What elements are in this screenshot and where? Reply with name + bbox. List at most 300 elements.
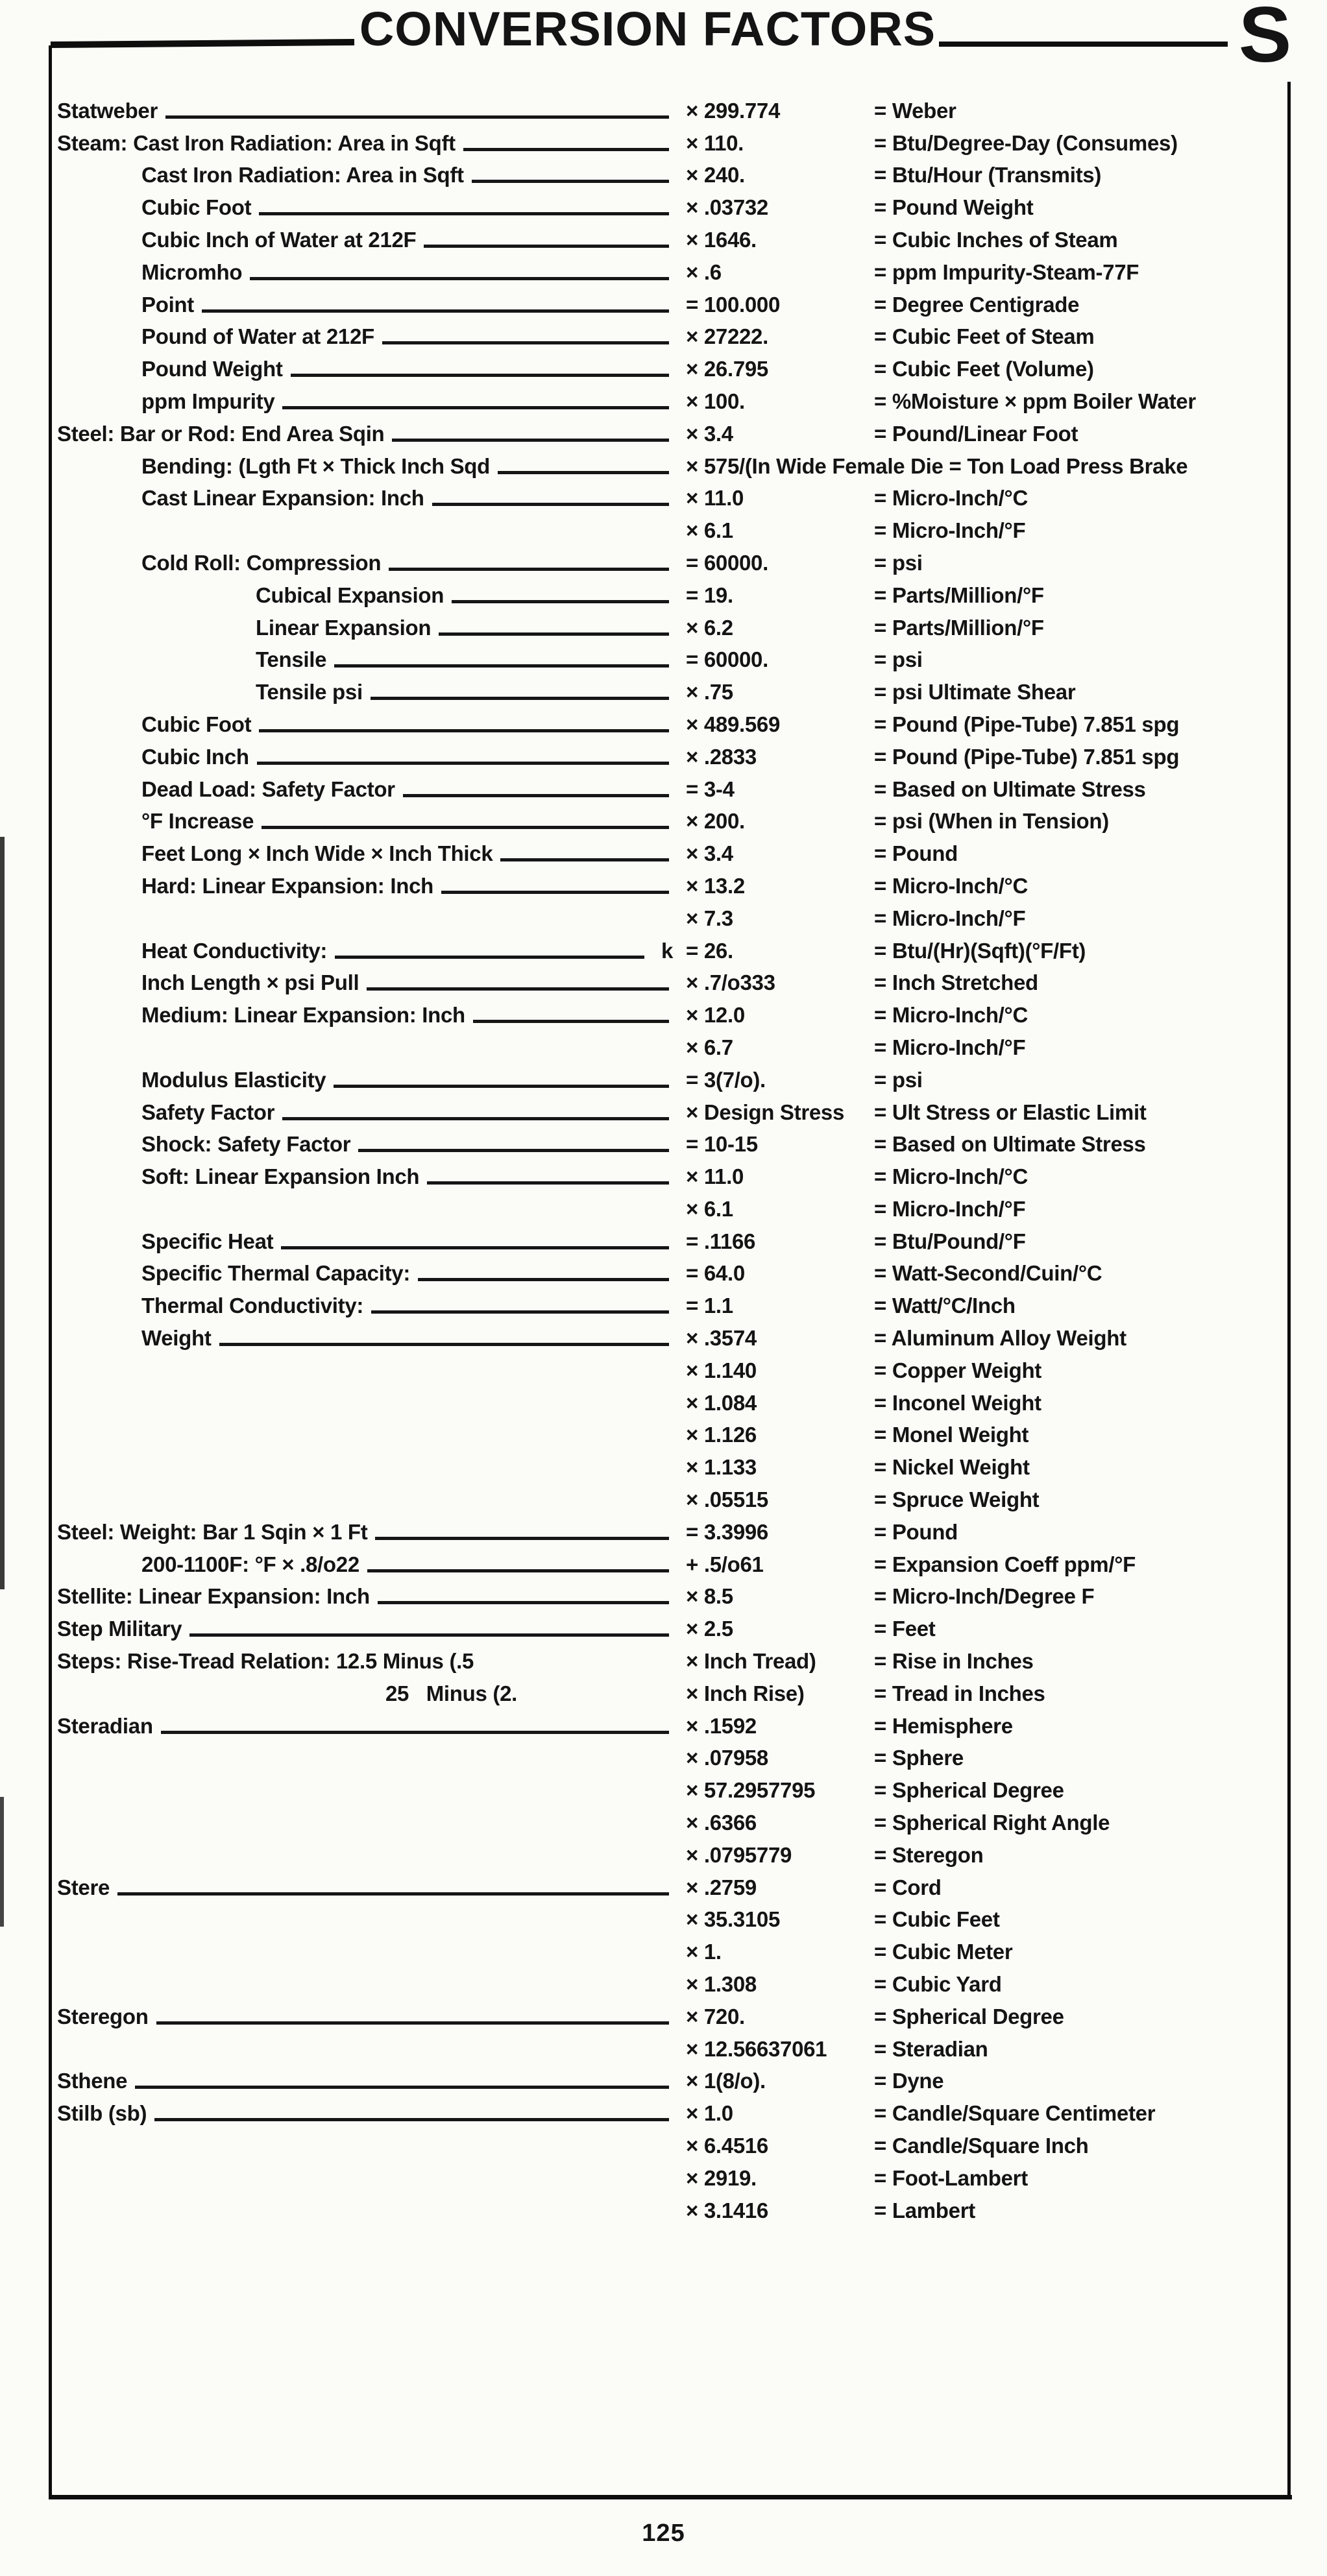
table-row — [57, 1772, 1287, 1804]
row-operator: × 11.0 — [686, 486, 744, 511]
section-letter: S — [1238, 0, 1292, 78]
row-operator: = 60000. — [686, 550, 768, 575]
table-row — [57, 1804, 1287, 1836]
table-row — [57, 1546, 1287, 1578]
row-leader — [418, 1278, 669, 1281]
row-operator: × 1.133 — [686, 1455, 757, 1480]
row-operator: × .05515 — [686, 1487, 768, 1512]
row-label: Pound of Water at 212F — [141, 324, 374, 349]
scan-edge-artifact — [0, 837, 5, 1589]
row-operator: = 26. — [686, 938, 733, 963]
row-operator: = .1166 — [686, 1229, 756, 1253]
table-row — [57, 221, 1287, 254]
row-label-cell — [57, 1228, 686, 1255]
table-row — [57, 1707, 1287, 1740]
row-operator: × 7.3 — [686, 906, 733, 930]
table-row — [57, 1417, 1287, 1449]
row-result: = Feet — [874, 1617, 936, 1641]
table-row — [57, 706, 1287, 738]
row-label: Tensile psi — [256, 680, 363, 704]
page-number: 125 — [642, 2520, 685, 2547]
table-row — [57, 1643, 1287, 1675]
row-leader — [281, 1246, 669, 1249]
row-leader — [202, 309, 669, 313]
row-result: = psi — [874, 647, 923, 672]
table-row — [57, 383, 1287, 415]
row-label: Micromho — [141, 259, 243, 284]
row-label-cell — [57, 420, 686, 448]
row-label: Steps: Rise-Tread Relation: 12.5 Minus (.5 — [57, 1649, 474, 1674]
table-row — [57, 1901, 1287, 1934]
table-row — [57, 1384, 1287, 1417]
row-result: = Spruce Weight — [874, 1487, 1040, 1512]
row-leader — [358, 1149, 669, 1152]
row-result: = Watt-Second/Cuin/°C — [874, 1261, 1102, 1286]
row-label-cell — [57, 1519, 686, 1546]
row-result: = Cubic Meter — [874, 1940, 1013, 1964]
row-result: = Tread in Inches — [874, 1681, 1045, 1705]
row-label-cell — [57, 873, 686, 900]
row-leader — [424, 245, 669, 248]
table-row — [57, 1223, 1287, 1255]
row-leader — [334, 664, 669, 668]
table-row — [57, 350, 1287, 383]
table-row — [57, 2160, 1287, 2192]
table-row — [57, 1190, 1287, 1223]
row-result: = Parts/Million/°F — [874, 583, 1044, 607]
row-label-cell — [57, 2067, 686, 2095]
row-result: = Pound (Pipe-Tube) 7.851 spg — [874, 712, 1180, 736]
table-row — [57, 900, 1287, 932]
row-operator: × .7/o333 — [686, 970, 775, 995]
row-result: = Micro-Inch/°C — [874, 873, 1028, 898]
table-row — [57, 1610, 1287, 1643]
row-label-cell — [57, 1325, 686, 1352]
table-row — [57, 415, 1287, 448]
row-operator: × 6.1 — [686, 1196, 733, 1221]
row-operator: × 6.2 — [686, 615, 733, 640]
table-row — [57, 738, 1287, 771]
row-label: Shock: Safety Factor — [141, 1132, 351, 1157]
row-leader — [259, 729, 669, 732]
row-operator: × .2759 — [686, 1875, 757, 1899]
row-label-cell — [57, 355, 686, 383]
row-operator: × 6.7 — [686, 1035, 733, 1059]
row-operator: × 12.0 — [686, 1003, 745, 1028]
row-operator: × 110. — [686, 130, 744, 155]
row-leader — [392, 439, 669, 442]
table-row — [57, 2192, 1287, 2224]
table-row — [57, 319, 1287, 351]
row-label-cell — [57, 808, 686, 835]
row-result: = ppm Impurity-Steam-77F — [874, 259, 1139, 284]
row-operator: × 13.2 — [686, 873, 745, 898]
table-row — [57, 1449, 1287, 1481]
row-label-cell — [57, 226, 686, 254]
row-label-cell — [57, 162, 686, 189]
row-label-cell — [57, 485, 686, 512]
row-label-cell — [57, 614, 686, 642]
row-label-cell — [57, 2100, 686, 2127]
row-label: Stellite: Linear Expansion: Inch — [57, 1584, 370, 1609]
row-label: Dead Load: Safety Factor — [141, 776, 395, 801]
table-row — [57, 1061, 1287, 1094]
row-label: Thermal Conductivity: — [141, 1294, 364, 1318]
row-operator: × 299.774 — [686, 98, 781, 123]
row-operator: × 3.4 — [686, 421, 733, 446]
row-result: = Based on Ultimate Stress — [874, 776, 1146, 801]
row-label: Specific Heat — [141, 1229, 274, 1253]
row-result: = Pound — [874, 1519, 958, 1544]
table-row — [57, 125, 1287, 157]
table-row — [57, 254, 1287, 286]
row-leader — [441, 891, 669, 894]
row-label-cell — [57, 1615, 686, 1643]
row-leader — [165, 115, 669, 119]
row-label-cell — [57, 291, 686, 319]
content-box-right-border — [1287, 82, 1291, 2495]
table-row — [57, 1029, 1287, 1061]
row-leader — [117, 1892, 669, 1896]
row-label-cell — [57, 1648, 686, 1675]
table-row — [57, 932, 1287, 965]
row-operator: = 100.000 — [686, 292, 781, 317]
row-label-cell — [57, 1131, 686, 1158]
row-label: Stere — [57, 1875, 110, 1899]
row-leader — [367, 987, 669, 991]
row-leader — [161, 1731, 669, 1734]
row-label-cell — [57, 646, 686, 673]
row-operator: × 575/(In Wide Female Die = Ton Load Press Brake — [686, 453, 1188, 478]
row-label-cell — [57, 969, 686, 996]
row-result: = Steradian — [874, 2036, 988, 2061]
row-label-cell — [57, 1066, 686, 1094]
row-operator: × Design Stress — [686, 1100, 845, 1124]
row-label: Hard: Linear Expansion: Inch — [141, 873, 434, 898]
row-result: = Hemisphere — [874, 1713, 1013, 1738]
table-row — [57, 673, 1287, 706]
row-leader — [334, 1085, 669, 1088]
table-row — [57, 544, 1287, 577]
row-leader — [498, 471, 669, 474]
row-result: = Spherical Degree — [874, 2004, 1064, 2028]
table-row — [57, 1319, 1287, 1352]
row-label-cell — [57, 1583, 686, 1610]
row-label: Soft: Linear Expansion Inch — [141, 1164, 420, 1189]
row-label: Medium: Linear Expansion: Inch — [141, 1003, 465, 1028]
row-label-cell — [57, 1260, 686, 1287]
row-label-cell — [57, 776, 686, 803]
row-result: = Micro-Inch/Degree F — [874, 1584, 1095, 1609]
row-operator: × 1.140 — [686, 1358, 757, 1382]
scan-edge-artifact — [0, 1797, 4, 1927]
table-row — [57, 286, 1287, 319]
row-leader — [382, 341, 669, 344]
table-row — [57, 157, 1287, 189]
row-leader — [282, 406, 669, 409]
row-result: = Pound Weight — [874, 195, 1034, 220]
row-operator: × 1.084 — [686, 1390, 757, 1415]
table-row — [57, 1513, 1287, 1546]
row-operator: = 3.3996 — [686, 1519, 768, 1544]
row-label: Heat Conductivity: — [141, 938, 328, 963]
row-leader — [472, 180, 669, 183]
row-label-cell — [57, 130, 686, 157]
row-result: = Based on Ultimate Stress — [874, 1132, 1146, 1157]
table-row — [57, 965, 1287, 997]
row-result: = Micro-Inch/°C — [874, 486, 1028, 511]
row-result: = Dyne — [874, 2069, 944, 2093]
row-operator: × 6.1 — [686, 518, 733, 543]
table-row — [57, 2063, 1287, 2095]
row-leader — [367, 1569, 669, 1572]
table-row — [57, 803, 1287, 836]
row-operator: × 35.3105 — [686, 1907, 781, 1932]
row-leader — [389, 568, 669, 571]
row-result: = Aluminum Alloy Weight — [874, 1326, 1126, 1351]
row-label-cell — [57, 582, 686, 609]
row-result: = Micro-Inch/°F — [874, 1035, 1026, 1059]
row-label: Tensile — [256, 647, 327, 672]
row-label: Cubical Expansion — [256, 583, 444, 607]
row-label: Stilb (sb) — [57, 2101, 147, 2126]
row-operator: × 240. — [686, 163, 745, 187]
row-operator: × 1646. — [686, 227, 757, 252]
row-result: = Expansion Coeff ppm/°F — [874, 1552, 1136, 1576]
row-label-cell — [57, 743, 686, 771]
table-row — [57, 1675, 1287, 1707]
row-label-cell — [57, 453, 686, 480]
row-result: = Watt/°C/Inch — [874, 1294, 1016, 1318]
row-label: Point — [141, 292, 194, 317]
table-row — [57, 1869, 1287, 1901]
row-result: = %Moisture × ppm Boiler Water — [874, 389, 1196, 413]
row-result: = Spherical Degree — [874, 1778, 1064, 1803]
row-result: = Pound — [874, 841, 958, 866]
row-label: ppm Impurity — [141, 389, 275, 413]
table-row — [57, 1933, 1287, 1966]
row-label-cell — [57, 1713, 686, 1740]
row-label-cell — [57, 97, 686, 125]
row-leader — [135, 2086, 669, 2089]
row-label: Steregon — [57, 2004, 149, 2028]
row-label: Statweber — [57, 98, 158, 123]
table-row — [57, 609, 1287, 642]
table-row — [57, 2030, 1287, 2063]
row-result: = Btu/Hour (Transmits) — [874, 163, 1102, 187]
row-leader — [259, 212, 669, 215]
row-operator: × 1.0 — [686, 2101, 733, 2126]
row-result: = Micro-Inch/°F — [874, 518, 1026, 543]
row-result: = Micro-Inch/°C — [874, 1164, 1028, 1189]
row-result: = Foot-Lambert — [874, 2165, 1028, 2190]
row-result: = Ult Stress or Elastic Limit — [874, 1100, 1147, 1124]
row-label-cell — [57, 1680, 686, 1707]
row-leader — [282, 1117, 669, 1120]
table-row — [57, 996, 1287, 1029]
row-operator: × 27222. — [686, 324, 768, 349]
row-operator: × 2919. — [686, 2165, 757, 2190]
row-label: Feet Long × Inch Wide × Inch Thick — [141, 841, 493, 866]
row-operator: × 26.795 — [686, 357, 768, 381]
row-label: Bending: (Lgth Ft × Thick Inch Sqd — [141, 453, 491, 478]
row-result: = Sphere — [874, 1746, 964, 1770]
row-label-cell — [57, 1551, 686, 1578]
row-label-cell — [57, 1163, 686, 1190]
row-result: = Spherical Right Angle — [874, 1811, 1110, 1835]
table-row — [57, 1836, 1287, 1869]
row-operator: × Inch Tread) — [686, 1649, 816, 1674]
row-operator: = 64.0 — [686, 1261, 745, 1286]
row-result: = Degree Centigrade — [874, 292, 1080, 317]
row-result: = Candle/Square Centimeter — [874, 2101, 1156, 2126]
row-result: = Weber — [874, 98, 956, 123]
row-label: Cold Roll: Compression — [141, 550, 382, 575]
table-row — [57, 577, 1287, 609]
row-operator: = 19. — [686, 583, 733, 607]
row-label: Modulus Elasticity — [141, 1067, 326, 1092]
table-row — [57, 1094, 1287, 1126]
table-row — [57, 189, 1287, 221]
row-leader — [378, 1601, 669, 1604]
row-leader — [335, 956, 644, 959]
row-result: = Lambert — [874, 2198, 975, 2222]
row-result: = Micro-Inch/°C — [874, 1003, 1028, 1028]
row-operator: × 12.56637061 — [686, 2036, 827, 2061]
row-result: = Pound/Linear Foot — [874, 421, 1078, 446]
row-operator: + .5/o61 — [686, 1552, 764, 1576]
row-result: = psi Ultimate Shear — [874, 680, 1076, 704]
row-label-cell — [57, 1292, 686, 1319]
table-row — [57, 1352, 1287, 1384]
row-leader — [500, 858, 669, 861]
table-row — [57, 1998, 1287, 2030]
row-operator: × .3574 — [686, 1326, 757, 1351]
row-leader — [432, 503, 669, 506]
table-row — [57, 835, 1287, 867]
row-operator: × 1.308 — [686, 1972, 757, 1997]
row-result: = Steregon — [874, 1842, 984, 1867]
row-label-cell — [57, 194, 686, 221]
row-result: = Btu/Degree-Day (Consumes) — [874, 130, 1178, 155]
table-row — [57, 2127, 1287, 2160]
row-label-cell — [57, 711, 686, 738]
row-result: = Cubic Feet of Steam — [874, 324, 1095, 349]
row-operator: × 3.1416 — [686, 2198, 768, 2222]
row-label: Linear Expansion — [256, 615, 432, 640]
table-row — [57, 448, 1287, 480]
row-result: = Inch Stretched — [874, 970, 1038, 995]
row-result: = Cord — [874, 1875, 942, 1899]
row-operator: × 3.4 — [686, 841, 733, 866]
row-leader — [375, 1537, 669, 1540]
row-result: = psi — [874, 1067, 923, 1092]
row-label: Step Military — [57, 1617, 182, 1641]
row-operator: × 1(8/o). — [686, 2069, 766, 2093]
row-leader — [189, 1633, 669, 1637]
row-result: = Micro-Inch/°F — [874, 1196, 1026, 1221]
row-label-cell — [57, 937, 686, 965]
row-label-cell — [57, 323, 686, 350]
row-leader — [219, 1343, 669, 1346]
row-result: = Micro-Inch/°F — [874, 906, 1026, 930]
row-operator: = 3-4 — [686, 776, 735, 801]
row-leader — [439, 632, 669, 636]
row-leader — [371, 1310, 669, 1314]
row-label: Cubic Inch of Water at 212F — [141, 227, 417, 252]
row-leader — [427, 1181, 669, 1185]
row-operator: × .2833 — [686, 744, 757, 769]
table-row — [57, 92, 1287, 125]
row-label: Weight — [141, 1326, 212, 1351]
row-label-cell — [57, 840, 686, 867]
row-label-cell — [57, 1099, 686, 1126]
row-operator: × .03732 — [686, 195, 768, 220]
row-label-cell — [57, 1002, 686, 1029]
row-operator: × 57.2957795 — [686, 1778, 816, 1803]
table-row — [57, 480, 1287, 512]
row-result: = Monel Weight — [874, 1423, 1029, 1447]
row-leader — [371, 697, 669, 700]
row-result: = Candle/Square Inch — [874, 2134, 1089, 2158]
row-result: = Pound (Pipe-Tube) 7.851 spg — [874, 744, 1180, 769]
row-operator: × 6.4516 — [686, 2134, 768, 2158]
row-suffix: k — [661, 938, 673, 963]
row-operator: = 60000. — [686, 647, 768, 672]
row-result: = Cubic Inches of Steam — [874, 227, 1118, 252]
conversion-table — [57, 92, 1287, 2224]
row-operator: × 8.5 — [686, 1584, 733, 1609]
row-label-cell — [57, 259, 686, 286]
row-label: Steel: Bar or Rod: End Area Sqin — [57, 421, 385, 446]
table-row — [57, 1287, 1287, 1319]
row-result: = psi — [874, 550, 923, 575]
row-operator: × 200. — [686, 809, 745, 834]
row-label-cell — [57, 388, 686, 415]
row-leader — [473, 1020, 669, 1023]
row-label-cell — [57, 679, 686, 706]
row-label: Steel: Weight: Bar 1 Sqin × 1 Ft — [57, 1519, 368, 1544]
row-operator: = 1.1 — [686, 1294, 733, 1318]
row-label-cell — [57, 549, 686, 577]
row-operator: × 720. — [686, 2004, 745, 2028]
row-label: Sthene — [57, 2069, 128, 2093]
row-leader — [250, 277, 669, 280]
row-operator: = 10-15 — [686, 1132, 758, 1157]
row-operator: × .6 — [686, 259, 722, 284]
table-row — [57, 642, 1287, 674]
table-row — [57, 512, 1287, 544]
table-row — [57, 2095, 1287, 2127]
row-label: Cubic Inch — [141, 744, 249, 769]
row-leader — [403, 794, 669, 797]
row-operator: = 3(7/o). — [686, 1067, 766, 1092]
row-leader — [463, 148, 669, 151]
row-result: = Rise in Inches — [874, 1649, 1034, 1674]
row-operator: × .0795779 — [686, 1842, 792, 1867]
row-label: Specific Thermal Capacity: — [141, 1261, 411, 1286]
row-leader — [291, 374, 669, 377]
row-label: °F Increase — [141, 809, 254, 834]
row-label: Cubic Foot — [141, 712, 252, 736]
row-leader — [262, 826, 669, 829]
table-row — [57, 1740, 1287, 1772]
row-result: = Cubic Feet (Volume) — [874, 357, 1094, 381]
row-label: Steam: Cast Iron Radiation: Area in Sqft — [57, 130, 456, 155]
row-operator: × Inch Rise) — [686, 1681, 805, 1705]
row-operator: × 100. — [686, 389, 745, 413]
row-label: Safety Factor — [141, 1100, 275, 1124]
